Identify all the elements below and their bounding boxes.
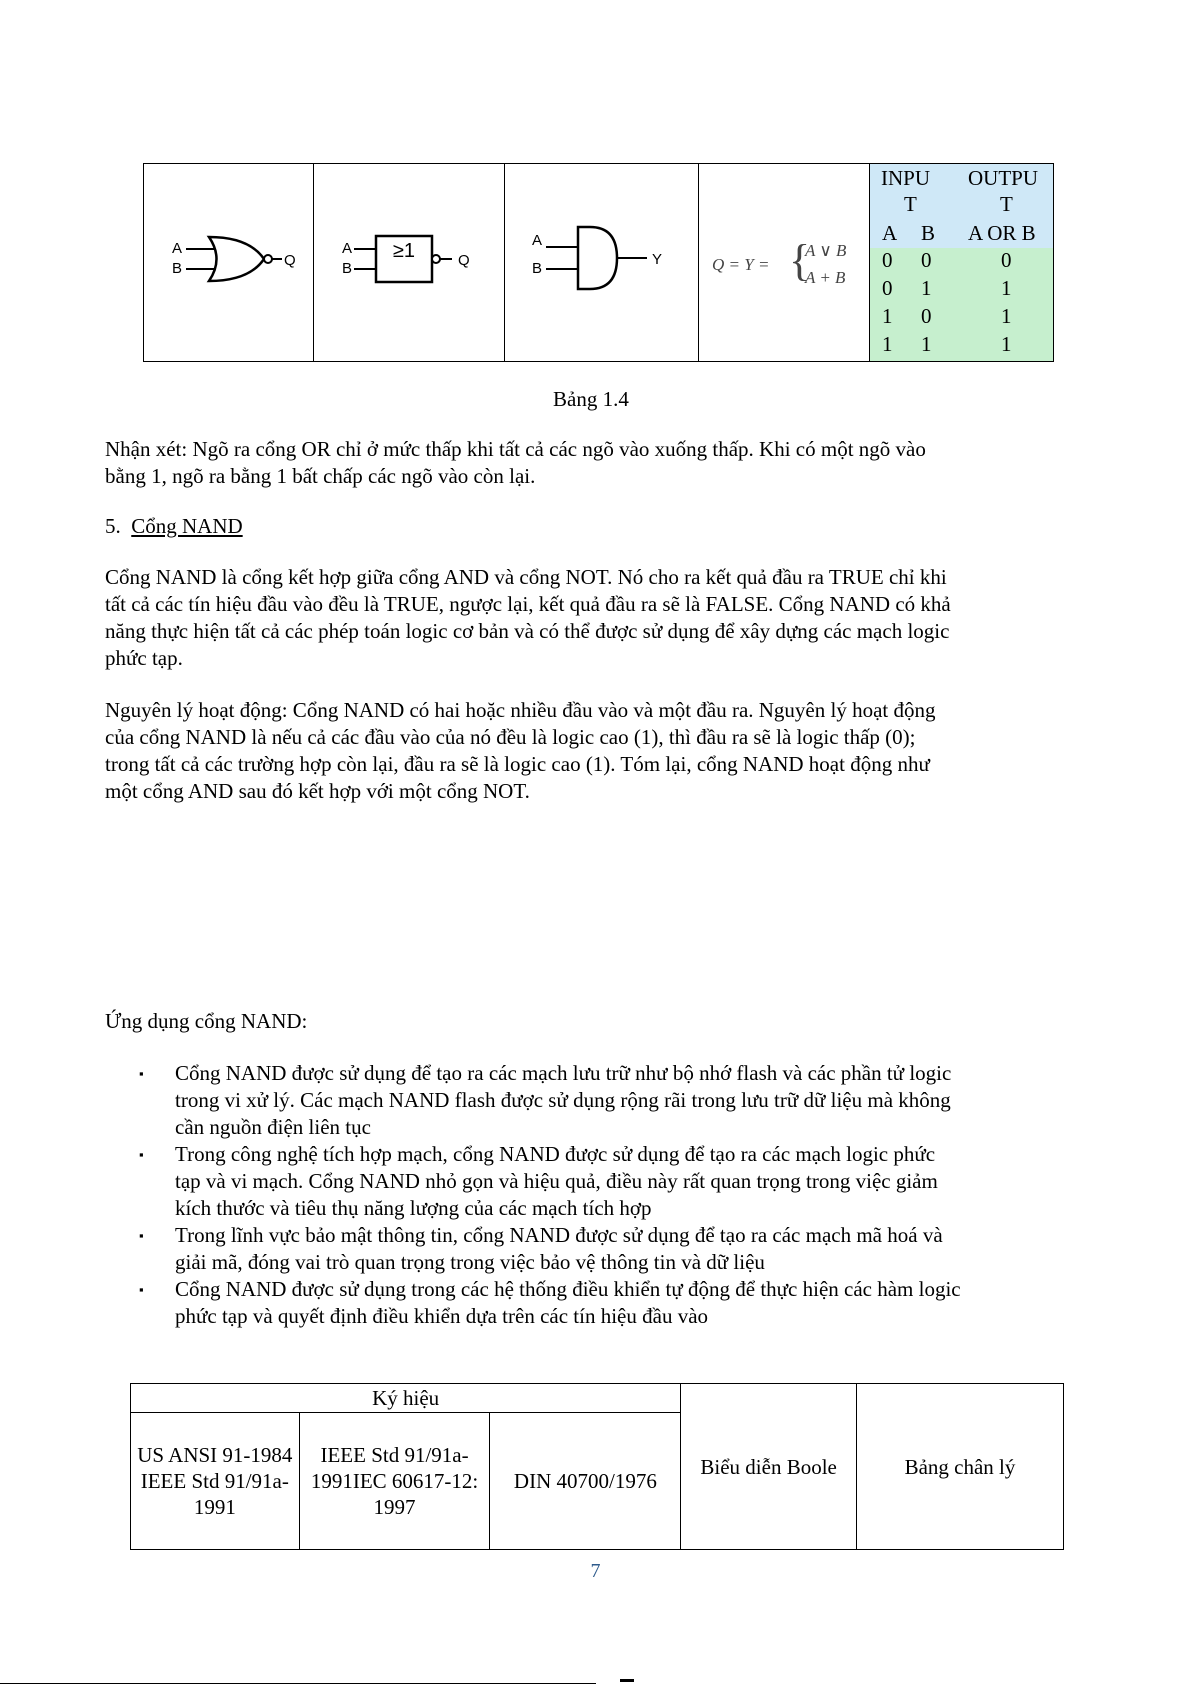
iec-or-symbol-cell [314,164,505,362]
symbol-header: Ký hiệu [131,1384,681,1413]
col-a-header: A [882,221,898,245]
bullet-icon: ▪ [139,1066,144,1081]
din-symbol-cell [505,164,699,362]
col-out-header: A OR B [968,221,1036,245]
svg-text:Q: Q [283,252,296,269]
input-header-line-2: T [904,192,917,216]
list-item-text: Cổng NAND được sử dụng để tạo ra các mạch lưu trữ như bộ nhớ flash và các phần tử logic trong vi xử lý. Các mạch NAND flash được sử dụng rộng rãi trong lưu trữ dữ liệu mà không cần nguồn điện liên tục [175,1061,952,1139]
output-header-line-1: OUTPU [968,166,1039,190]
truth-cell: 0 [921,304,932,328]
applications-list [132,1060,962,1330]
ansi-or-gate-icon [154,224,304,294]
table-caption: Bảng 1.4 [553,387,629,411]
section-number: 5. [105,514,121,538]
truth-cell: 0 [882,248,893,272]
bullet-icon: ▪ [139,1282,144,1297]
truth-cell: 0 [1001,248,1012,272]
truth-table-body [870,248,1053,361]
svg-text:A: A [531,232,542,249]
truth-cell: 1 [921,276,932,300]
truth-table-header [870,164,1053,248]
bullet-icon: ▪ [139,1228,144,1243]
list-item-text: Trong công nghệ tích hợp mạch, cổng NAND được sử dụng để tạo ra các mạch logic phức tạp và vi mạch. Cổng NAND nhỏ gọn và hiệu quả, điều này rất quan trọng trong việc giảm kích thước và tiêu thụ năng lượng của các mạch tích hợp [175,1142,938,1220]
truth-cell: 1 [921,332,932,356]
truth-cell: 1 [1001,276,1012,300]
truth-table-header: Bảng chân lý [856,1384,1063,1550]
din-or-gate-icon [522,219,682,299]
bullet-icon: ▪ [139,1147,144,1162]
formula-line-1: A ∨ B [805,240,847,260]
footer-mark [620,1679,634,1682]
list-item-text: Cổng NAND được sử dụng trong các hệ thống điều khiển tự động để thực hiện các hàm logic phức tạp và quyết định điều khiển dựa trên các tín hiệu đầu vào [175,1277,961,1328]
formula-lhs: Q = Y = [712,254,770,274]
applications-title: Ứng dụng cổng NAND: [105,1009,308,1033]
col-b-header: B [921,221,936,245]
formula-brace: { [789,235,811,285]
nand-symbol-table [130,1383,1064,1550]
svg-text:≥1: ≥1 [392,240,416,262]
output-header-line-2: T [1000,192,1013,216]
list-item [132,1222,962,1276]
truth-cell: 1 [882,304,893,328]
list-item-text: Trong lĩnh vực bảo mật thông tin, cổng NAND được sử dụng để tạo ra các mạch mã hoá và giải mã, đóng vai trò quan trọng trong việc bảo vệ thông tin và dữ liệu [175,1223,943,1274]
svg-text:A: A [342,240,353,257]
boolean-formula-cell [699,164,870,362]
svg-text:B: B [531,260,542,277]
ansi-or-symbol-cell [144,164,314,362]
iec-or-gate-icon [334,224,484,294]
boolean-formula [704,233,864,293]
list-item [132,1141,962,1222]
remark-text: Nhận xét: Ngõ ra cổng OR chỉ ở mức thấp khi tất cả các ngõ vào xuống thấp. Khi có một ngõ vào bằng 1, ngõ ra bằng 1 bất chấp các ngõ vào còn lại. [105,437,926,488]
input-header-line-1: INPU [881,166,931,190]
principle-paragraph [105,697,955,805]
truth-cell: 1 [1001,304,1012,328]
principle-text: Nguyên lý hoạt động: Cổng NAND có hai hoặc nhiều đầu vào và một đầu ra. Nguyên lý hoạt động của cổng NAND là nếu cả các đầu vào của nó đều là logic cao (1), thì đầu ra sẽ là logic thấp (0); trong tất cả các trường hợp còn lại, đầu ra sẽ là logic cao (1). Tóm lại, cổng NAND hoạt động như một cổng AND sau đó kết hợp với một cổng NOT. [105,698,936,803]
intro-paragraph [105,564,955,672]
truth-cell: 0 [882,276,893,300]
remark-paragraph [105,436,955,490]
section-heading [105,513,243,540]
din-header: DIN 40700/1976 [490,1413,681,1550]
ansi-header: US ANSI 91-1984 IEEE Std 91/91a-1991 [131,1413,300,1550]
truth-table-cell [870,164,1054,362]
truth-cell: 1 [882,332,893,356]
svg-text:B: B [171,260,182,277]
list-item [132,1060,962,1141]
svg-text:Y: Y [651,251,662,268]
section-title: Cổng NAND [131,514,243,538]
formula-line-2: A + B [805,267,846,287]
boolean-header: Biểu diễn Boole [681,1384,857,1550]
or-gate-table [143,163,1054,362]
truth-cell: 1 [1001,332,1012,356]
svg-text:A: A [171,240,182,257]
footer-divider [0,1683,596,1684]
svg-text:Q: Q [458,252,470,269]
list-item [132,1276,962,1330]
truth-cell: 0 [921,248,932,272]
intro-text: Cổng NAND là cổng kết hợp giữa cổng AND và cổng NOT. Nó cho ra kết quả đầu ra TRUE chỉ khi tất cả các tín hiệu đầu vào đều là TRUE, ngược lại, kết quả đầu ra sẽ là FALSE. Cổng NAND có khả năng thực hiện tất cả các phép toán logic cơ bản và có thể được sử dụng để xây dựng các mạch logic phức tạp. [105,565,951,670]
svg-text:B: B [342,260,353,277]
page-number: 7 [590,1560,601,1582]
iec-header: IEEE Std 91/91a-1991IEC 60617-12: 1997 [299,1413,490,1550]
